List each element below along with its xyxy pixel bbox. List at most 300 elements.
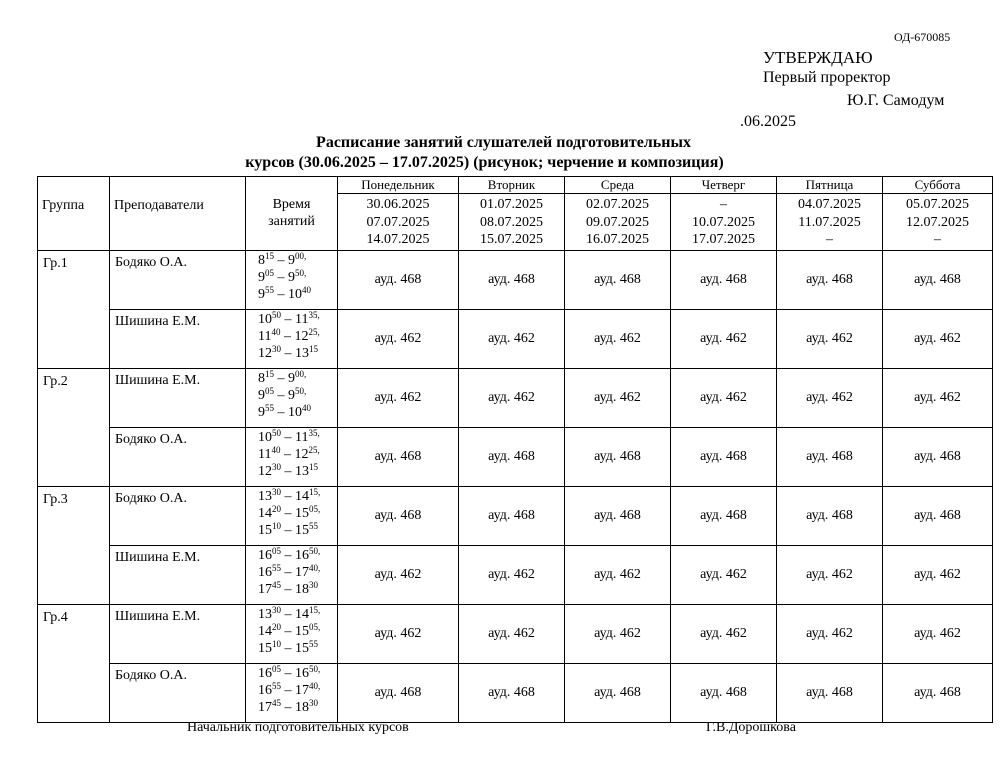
room-cell bbox=[459, 250, 565, 309]
teacher-cell bbox=[110, 427, 246, 486]
time-separator: , bbox=[317, 444, 320, 455]
room-label: ауд. 468 bbox=[374, 449, 422, 464]
room-label: ауд. 462 bbox=[594, 331, 641, 346]
teacher-name: Бодяко О.А. bbox=[115, 490, 188, 506]
end-hour: 11 bbox=[295, 429, 309, 445]
room-cell bbox=[883, 486, 993, 545]
table-row bbox=[38, 250, 993, 309]
end-minutes: 25 bbox=[308, 326, 318, 337]
teacher-name: Шишина Е.М. bbox=[115, 313, 201, 329]
time-separator: , bbox=[304, 250, 307, 261]
start-minutes: 05 bbox=[265, 385, 274, 396]
room-label: ауд. 462 bbox=[374, 390, 422, 405]
start-minutes: 20 bbox=[272, 621, 281, 632]
start-hour: 12 bbox=[258, 463, 272, 479]
time-separator: , bbox=[317, 309, 320, 320]
room-label: ауд. 468 bbox=[700, 449, 747, 464]
room-label: ауд. 462 bbox=[488, 567, 535, 582]
room-label: ауд. 468 bbox=[488, 272, 535, 287]
end-minutes: 50 bbox=[309, 545, 318, 556]
room-label: ауд. 462 bbox=[700, 567, 747, 582]
teacher-cell bbox=[110, 309, 246, 368]
room-label: ауд. 468 bbox=[806, 508, 853, 523]
start-hour: 16 bbox=[258, 665, 272, 681]
room-label: ауд. 468 bbox=[374, 272, 422, 287]
end-minutes: 25 bbox=[308, 444, 318, 455]
end-hour: 16 bbox=[295, 665, 309, 681]
room-label: ауд. 462 bbox=[806, 331, 853, 346]
room-label: ауд. 462 bbox=[488, 390, 535, 405]
teacher-cell bbox=[110, 486, 246, 545]
room-cell bbox=[777, 663, 883, 722]
start-minutes: 55 bbox=[272, 680, 281, 691]
room-cell bbox=[883, 545, 993, 604]
end-minutes: 35 bbox=[308, 309, 318, 320]
time-separator: , bbox=[318, 545, 321, 556]
start-hour: 9 bbox=[258, 269, 265, 285]
room-label: ауд. 468 bbox=[700, 685, 747, 700]
start-hour: 10 bbox=[258, 311, 272, 327]
room-cell bbox=[459, 486, 565, 545]
start-minutes: 30 bbox=[272, 486, 281, 497]
end-hour: 13 bbox=[295, 345, 309, 361]
day-date: 12.07.2025 bbox=[906, 214, 969, 230]
end-hour: 12 bbox=[294, 446, 309, 462]
teacher-cell bbox=[110, 663, 246, 722]
day-dates-cell bbox=[777, 194, 883, 251]
end-minutes: 05 bbox=[309, 503, 318, 514]
room-cell bbox=[671, 427, 777, 486]
time-line: $8^{15} - 9^{00,}$ bbox=[258, 368, 307, 386]
end-minutes: 55 bbox=[309, 638, 318, 649]
room-label: ауд. 462 bbox=[700, 331, 747, 346]
room-cell bbox=[459, 309, 565, 368]
time-separator: , bbox=[318, 604, 321, 615]
room-cell bbox=[565, 368, 671, 427]
time-separator: , bbox=[304, 368, 307, 379]
group-cell bbox=[38, 368, 110, 486]
start-minutes: 05 bbox=[272, 663, 281, 674]
group-cell bbox=[38, 486, 110, 604]
time-line: $13^{30} - 14^{15,}$ bbox=[258, 604, 321, 622]
room-cell bbox=[883, 368, 993, 427]
time-cell bbox=[246, 309, 338, 368]
header-time bbox=[246, 177, 338, 251]
table-row bbox=[38, 545, 993, 604]
end-hour: 17 bbox=[295, 564, 309, 580]
room-label: ауд. 462 bbox=[806, 390, 853, 405]
day-header-wednesday: Среда bbox=[565, 177, 671, 194]
day-date: 08.07.2025 bbox=[480, 214, 543, 230]
end-hour: 14 bbox=[295, 606, 309, 622]
group-name: Гр.4 bbox=[43, 609, 68, 625]
time-separator: , bbox=[318, 621, 321, 632]
end-hour: 10 bbox=[288, 404, 302, 420]
time-line: $14^{20} - 15^{05,}$ bbox=[258, 621, 321, 639]
document-title-line-2: курсов (30.06.2025 – 17.07.2025) (рисунок; черчение и композиция) bbox=[245, 154, 724, 171]
start-minutes: 55 bbox=[272, 562, 281, 573]
time-line: $10^{50} - 11^{35,}$ bbox=[258, 309, 320, 327]
end-hour: 12 bbox=[294, 328, 309, 344]
time-line: $12^{30} - 13^{15}$ bbox=[258, 461, 318, 479]
approval-position: Первый проректор bbox=[763, 69, 891, 86]
time-separator: , bbox=[318, 562, 321, 573]
room-cell bbox=[565, 486, 671, 545]
start-hour: 8 bbox=[258, 252, 265, 268]
room-cell bbox=[777, 545, 883, 604]
room-label: ауд. 462 bbox=[914, 390, 961, 405]
group-cell bbox=[38, 604, 110, 722]
teacher-name: Шишина Е.М. bbox=[115, 608, 201, 624]
time-line: $9^{05} - 9^{50,}$ bbox=[258, 267, 307, 285]
day-date: 09.07.2025 bbox=[586, 214, 649, 230]
header-group-label: Группа bbox=[42, 198, 85, 213]
start-minutes: 55 bbox=[265, 402, 274, 413]
group-name: Гр.3 bbox=[43, 491, 68, 507]
time-line: $8^{15} - 9^{00,}$ bbox=[258, 250, 307, 268]
room-label: ауд. 468 bbox=[806, 272, 853, 287]
end-hour: 14 bbox=[295, 488, 309, 504]
room-label: ауд. 468 bbox=[700, 508, 747, 523]
start-minutes: 30 bbox=[272, 604, 281, 615]
day-date: 11.07.2025 bbox=[798, 214, 861, 230]
time-cell bbox=[246, 427, 338, 486]
start-hour: 12 bbox=[258, 345, 272, 361]
room-cell bbox=[338, 250, 459, 309]
day-header-monday: Понедельник bbox=[338, 177, 459, 194]
schedule-table bbox=[37, 176, 993, 723]
room-cell bbox=[671, 604, 777, 663]
approval-signer: Ю.Г. Самодум bbox=[847, 92, 945, 109]
end-minutes: 40 bbox=[302, 284, 311, 295]
room-label: ауд. 468 bbox=[806, 449, 853, 464]
room-label: ауд. 468 bbox=[594, 449, 641, 464]
time-line: $10^{50} - 11^{35,}$ bbox=[258, 427, 320, 445]
time-line: $12^{30} - 13^{15}$ bbox=[258, 343, 318, 361]
teacher-cell bbox=[110, 250, 246, 309]
end-minutes: 50 bbox=[295, 385, 304, 396]
table-row bbox=[38, 309, 993, 368]
room-cell bbox=[671, 250, 777, 309]
start-hour: 13 bbox=[258, 488, 272, 504]
start-minutes: 50 bbox=[272, 309, 281, 320]
time-line: $13^{30} - 14^{15,}$ bbox=[258, 486, 321, 504]
footer-role: Начальник подготовительных курсов bbox=[187, 720, 409, 735]
room-cell bbox=[565, 545, 671, 604]
document-title-line-1: Расписание занятий слушателей подготовительных bbox=[316, 134, 691, 151]
start-hour: 11 bbox=[258, 328, 272, 344]
start-minutes: 10 bbox=[272, 520, 281, 531]
end-minutes: 35 bbox=[308, 427, 318, 438]
time-line: $15^{10} - 15^{55}$ bbox=[258, 520, 318, 538]
teacher-cell bbox=[110, 545, 246, 604]
day-header-friday: Пятница bbox=[777, 177, 883, 194]
start-hour: 16 bbox=[258, 547, 272, 563]
day-date: – bbox=[720, 197, 727, 212]
end-minutes: 50 bbox=[309, 663, 318, 674]
teacher-name: Бодяко О.А. bbox=[115, 431, 188, 447]
table-row bbox=[38, 368, 993, 427]
end-hour: 9 bbox=[288, 370, 295, 386]
end-minutes: 15 bbox=[309, 461, 318, 472]
room-label: ауд. 462 bbox=[806, 626, 853, 641]
day-dates-cell bbox=[338, 194, 459, 251]
room-cell bbox=[671, 486, 777, 545]
end-minutes: 00 bbox=[295, 368, 304, 379]
day-date: – bbox=[934, 232, 941, 247]
start-minutes: 45 bbox=[272, 579, 281, 590]
day-date: 05.07.2025 bbox=[906, 197, 969, 212]
room-cell bbox=[338, 309, 459, 368]
day-date: 01.07.2025 bbox=[480, 197, 543, 212]
room-cell bbox=[883, 427, 993, 486]
start-hour: 8 bbox=[258, 370, 265, 386]
start-hour: 14 bbox=[258, 505, 272, 521]
header-teachers bbox=[110, 177, 246, 251]
end-hour: 15 bbox=[295, 640, 309, 656]
start-minutes: 15 bbox=[265, 368, 274, 379]
day-dates-cell bbox=[671, 194, 777, 251]
day-header-saturday: Суббота bbox=[883, 177, 993, 194]
teacher-name: Шишина Е.М. bbox=[115, 372, 201, 388]
time-line: $9^{55} - 10^{40}$ bbox=[258, 402, 311, 420]
end-hour: 13 bbox=[295, 463, 309, 479]
start-minutes: 45 bbox=[272, 697, 281, 708]
room-label: ауд. 468 bbox=[914, 508, 961, 523]
end-minutes: 30 bbox=[309, 579, 318, 590]
day-header-thursday: Четверг bbox=[671, 177, 777, 194]
header-time-line-2: занятий bbox=[268, 214, 315, 229]
time-line: $16^{05} - 16^{50,}$ bbox=[258, 663, 321, 681]
start-hour: 16 bbox=[258, 564, 272, 580]
day-dates-cell bbox=[459, 194, 565, 251]
room-cell bbox=[459, 427, 565, 486]
teacher-cell bbox=[110, 368, 246, 427]
time-line: $17^{45} - 18^{30}$ bbox=[258, 697, 318, 715]
group-name: Гр.1 bbox=[43, 255, 68, 271]
header-teachers-label: Преподаватели bbox=[114, 198, 204, 213]
room-label: ауд. 462 bbox=[374, 567, 422, 582]
header-group bbox=[38, 177, 110, 251]
start-hour: 9 bbox=[258, 404, 265, 420]
header-time-line-1: Время bbox=[272, 197, 311, 212]
room-cell bbox=[777, 368, 883, 427]
room-cell bbox=[671, 368, 777, 427]
room-label: ауд. 462 bbox=[374, 331, 422, 346]
room-label: ауд. 462 bbox=[374, 626, 422, 641]
room-cell bbox=[883, 250, 993, 309]
start-hour: 14 bbox=[258, 623, 272, 639]
time-separator: , bbox=[318, 663, 321, 674]
room-cell bbox=[338, 427, 459, 486]
room-label: ауд. 462 bbox=[914, 567, 961, 582]
teacher-name: Бодяко О.А. bbox=[115, 254, 188, 270]
teacher-name: Шишина Е.М. bbox=[115, 549, 201, 565]
start-hour: 11 bbox=[258, 446, 272, 462]
room-label: ауд. 462 bbox=[700, 390, 747, 405]
group-name: Гр.2 bbox=[43, 373, 68, 389]
room-label: ауд. 462 bbox=[914, 331, 961, 346]
room-cell bbox=[338, 604, 459, 663]
time-cell bbox=[246, 368, 338, 427]
room-cell bbox=[883, 663, 993, 722]
end-minutes: 40 bbox=[302, 402, 311, 413]
room-label: ауд. 468 bbox=[374, 508, 422, 523]
room-cell bbox=[565, 604, 671, 663]
time-line: $14^{20} - 15^{05,}$ bbox=[258, 503, 321, 521]
approval-date: .06.2025 bbox=[740, 113, 796, 130]
start-hour: 10 bbox=[258, 429, 272, 445]
day-date: 30.06.2025 bbox=[366, 197, 430, 212]
time-separator: , bbox=[317, 326, 320, 337]
start-hour: 15 bbox=[258, 522, 272, 538]
end-hour: 17 bbox=[295, 682, 309, 698]
time-line: $15^{10} - 15^{55}$ bbox=[258, 638, 318, 656]
room-cell bbox=[777, 486, 883, 545]
room-cell bbox=[671, 545, 777, 604]
approval-heading: УТВЕРЖДАЮ bbox=[763, 48, 873, 67]
start-hour: 17 bbox=[258, 581, 272, 597]
document-code: ОД-670085 bbox=[894, 30, 951, 44]
room-cell bbox=[338, 545, 459, 604]
end-hour: 10 bbox=[288, 286, 302, 302]
time-line: $17^{45} - 18^{30}$ bbox=[258, 579, 318, 597]
start-minutes: 15 bbox=[265, 250, 274, 261]
time-separator: , bbox=[304, 385, 307, 396]
room-label: ауд. 468 bbox=[488, 508, 535, 523]
start-minutes: 40 bbox=[271, 444, 281, 455]
room-cell bbox=[565, 250, 671, 309]
end-hour: 9 bbox=[288, 387, 295, 403]
end-minutes: 15 bbox=[309, 486, 318, 497]
day-date: 16.07.2025 bbox=[586, 232, 649, 247]
table-row bbox=[38, 486, 993, 545]
end-hour: 9 bbox=[288, 269, 295, 285]
room-label: ауд. 462 bbox=[594, 567, 641, 582]
end-hour: 9 bbox=[288, 252, 295, 268]
room-cell bbox=[883, 604, 993, 663]
end-hour: 16 bbox=[295, 547, 309, 563]
room-cell bbox=[777, 427, 883, 486]
start-hour: 13 bbox=[258, 606, 272, 622]
start-minutes: 30 bbox=[272, 461, 281, 472]
time-line: $16^{55} - 17^{40,}$ bbox=[258, 680, 321, 698]
room-cell bbox=[459, 663, 565, 722]
day-date: 04.07.2025 bbox=[798, 197, 861, 212]
room-cell bbox=[459, 545, 565, 604]
time-cell bbox=[246, 486, 338, 545]
time-separator: , bbox=[317, 427, 320, 438]
room-label: ауд. 468 bbox=[488, 449, 535, 464]
day-date: 07.07.2025 bbox=[366, 214, 430, 230]
start-hour: 16 bbox=[258, 682, 272, 698]
start-minutes: 55 bbox=[265, 284, 274, 295]
time-cell bbox=[246, 250, 338, 309]
end-minutes: 30 bbox=[309, 697, 318, 708]
start-minutes: 50 bbox=[272, 427, 281, 438]
start-hour: 9 bbox=[258, 286, 265, 302]
room-label: ауд. 462 bbox=[700, 626, 747, 641]
room-label: ауд. 468 bbox=[806, 685, 853, 700]
room-cell bbox=[777, 309, 883, 368]
day-date: 17.07.2025 bbox=[692, 232, 755, 247]
day-dates-cell bbox=[565, 194, 671, 251]
room-cell bbox=[777, 250, 883, 309]
room-label: ауд. 468 bbox=[594, 272, 641, 287]
time-separator: , bbox=[318, 680, 321, 691]
start-minutes: 40 bbox=[271, 326, 281, 337]
room-label: ауд. 462 bbox=[914, 626, 961, 641]
time-cell bbox=[246, 604, 338, 663]
group-cell bbox=[38, 250, 110, 368]
room-cell bbox=[671, 663, 777, 722]
table-row bbox=[38, 427, 993, 486]
table-row bbox=[38, 663, 993, 722]
end-minutes: 40 bbox=[309, 562, 318, 573]
time-separator: , bbox=[318, 503, 321, 514]
day-date: 10.07.2025 bbox=[692, 214, 755, 230]
day-date: – bbox=[826, 232, 833, 247]
room-label: ауд. 462 bbox=[806, 567, 853, 582]
end-hour: 15 bbox=[295, 522, 309, 538]
time-line: $11^{40} - 12^{25,}$ bbox=[258, 444, 320, 462]
room-label: ауд. 468 bbox=[594, 685, 641, 700]
end-hour: 18 bbox=[295, 699, 309, 715]
day-date: 15.07.2025 bbox=[480, 232, 543, 247]
room-label: ауд. 468 bbox=[914, 449, 961, 464]
room-cell bbox=[338, 486, 459, 545]
end-hour: 15 bbox=[295, 623, 309, 639]
start-hour: 15 bbox=[258, 640, 272, 656]
end-minutes: 40 bbox=[309, 680, 318, 691]
room-cell bbox=[338, 368, 459, 427]
start-minutes: 30 bbox=[272, 343, 281, 354]
start-minutes: 05 bbox=[265, 267, 274, 278]
start-hour: 9 bbox=[258, 387, 265, 403]
teacher-name: Бодяко О.А. bbox=[115, 667, 188, 683]
day-date: 14.07.2025 bbox=[366, 232, 430, 247]
room-label: ауд. 462 bbox=[594, 390, 641, 405]
room-cell bbox=[459, 368, 565, 427]
time-line: $16^{55} - 17^{40,}$ bbox=[258, 562, 321, 580]
room-cell bbox=[671, 309, 777, 368]
room-label: ауд. 468 bbox=[374, 685, 422, 700]
start-minutes: 20 bbox=[272, 503, 281, 514]
teacher-cell bbox=[110, 604, 246, 663]
room-label: ауд. 462 bbox=[488, 331, 535, 346]
time-line: $16^{05} - 16^{50,}$ bbox=[258, 545, 321, 563]
room-label: ауд. 468 bbox=[700, 272, 747, 287]
end-minutes: 15 bbox=[309, 604, 318, 615]
room-cell bbox=[565, 309, 671, 368]
room-cell bbox=[883, 309, 993, 368]
time-line: $9^{05} - 9^{50,}$ bbox=[258, 385, 307, 403]
room-label: ауд. 468 bbox=[594, 508, 641, 523]
time-cell bbox=[246, 545, 338, 604]
start-minutes: 10 bbox=[272, 638, 281, 649]
day-header-tuesday: Вторник bbox=[459, 177, 565, 194]
time-line: $11^{40} - 12^{25,}$ bbox=[258, 326, 320, 344]
day-dates-cell bbox=[883, 194, 993, 251]
room-cell bbox=[338, 663, 459, 722]
time-cell bbox=[246, 663, 338, 722]
room-label: ауд. 468 bbox=[914, 685, 961, 700]
start-minutes: 05 bbox=[272, 545, 281, 556]
time-line: $9^{55} - 10^{40}$ bbox=[258, 284, 311, 302]
day-date: 02.07.2025 bbox=[586, 197, 649, 212]
end-minutes: 05 bbox=[309, 621, 318, 632]
room-label: ауд. 468 bbox=[914, 272, 961, 287]
